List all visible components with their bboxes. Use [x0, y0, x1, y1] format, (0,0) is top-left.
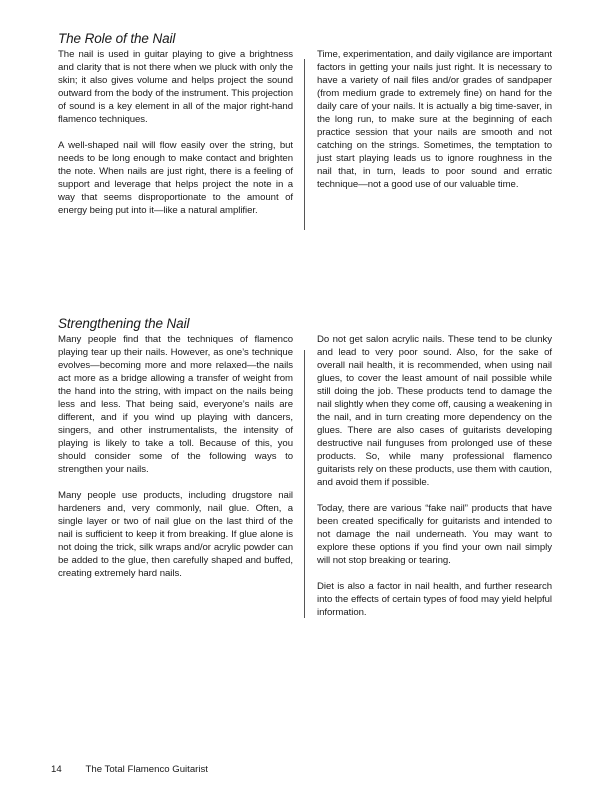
paragraph: Time, experimentation, and daily vigilance are important factors in getting your nails just right. It is necessary to have a variety of nail files and/or grades of sandpaper (from medium grade to extremely fine) on hand for the daily care of your nails. It is actually a big time-saver, in the long run, to make sure at the beginning of each practice session that your nails are smooth and not catching on the strings. Sometimes, the temptation to just start playing leads us to ignore roughness in the nail that, in turn, leads to poor sound and erratic technique—not a good use of our valuable time.	[317, 49, 552, 190]
two-column-body	[58, 48, 552, 230]
paragraph: Do not get salon acrylic nails. These tend to be clunky and lead to very poor sound. Also, for the sake of overall nail health, it is recommended, when using nail glues, to cover the least amount of nail possible while still doing the job. These products tend to damage the nail slightly when they come off, causing a weakening in the nail, and in turn creating more dependency on the glues. There are also cases of guitarists developing destructive nail funguses from prolonged use of these products. So, while many professional flamenco guitarists rely on these products, use them with caution, and avoid them if possible.	[317, 334, 552, 488]
two-column-body	[58, 333, 552, 632]
page-number: 14	[51, 764, 62, 775]
section-role-of-the-nail	[58, 31, 552, 230]
section-strengthening-the-nail	[58, 316, 552, 632]
right-column	[317, 48, 552, 230]
left-column	[58, 48, 293, 230]
section-title: The Role of the Nail	[58, 31, 176, 46]
column-divider	[304, 350, 305, 618]
paragraph: Diet is also a factor in nail health, and further research into the effects of certain types of food may yield helpful information.	[317, 581, 552, 618]
column-divider	[304, 59, 305, 230]
running-footer-title: The Total Flamenco Guitarist	[85, 764, 208, 775]
left-column	[58, 333, 293, 632]
paragraph: A well-shaped nail will flow easily over the string, but needs to be long enough to make contact and brighten the note. When nails are just right, there is a feeling of support and leverage that helps project the note in a way that seems disproportionate to the amount of energy being put into it—like a natural amplifier.	[58, 140, 293, 216]
paragraph: Many people use products, including drugstore nail hardeners and, very commonly, nail glue. Often, a single layer or two of nail glue on the last third of the nail is sufficient to keep it from breaking. If glue alone is not doing the trick, silk wraps and/or acrylic powder can be added to the glue, then carefully shaped and buffed, creating extremely hard nails.	[58, 490, 293, 579]
page-footer	[51, 764, 208, 775]
right-column	[317, 333, 552, 632]
section-title: Strengthening the Nail	[58, 316, 190, 331]
paragraph: Today, there are various “fake nail” products that have been created specifically for guitarists and intended to not damage the nail underneath. You may want to explore these options if you find your own nail simply will not stop breaking or tearing.	[317, 503, 552, 566]
paragraph: Many people find that the techniques of flamenco playing tear up their nails. However, as one’s technique evolves—becoming more and more relaxed—the nails act more as a bridge allowing a transfer of weight from the hand into the string, with impact on the nails being less and less. That being said, everyone’s nails are different, and if you wind up playing with dancers, singers, and other instrumentalists, the intensity of playing is likely to take a toll. Because of this, you should consider some of the following ways to strengthen your nails.	[58, 334, 293, 475]
paragraph: The nail is used in guitar playing to give a brightness and clarity that is not there when we pluck with only the skin; it also gives volume and helps project the sound outward from the body of the instrument. This projection of sound is a key element in all of the major right-hand flamenco techniques.	[58, 49, 293, 125]
